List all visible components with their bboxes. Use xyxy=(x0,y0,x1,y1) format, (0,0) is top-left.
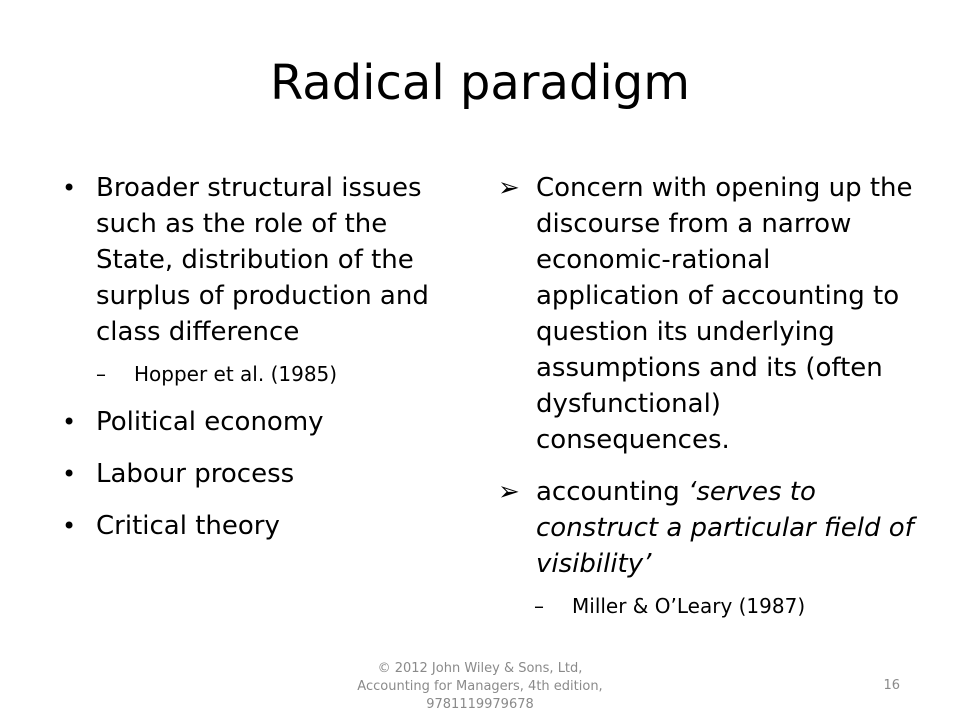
bullet-text: Critical theory xyxy=(96,511,280,541)
bullet-text xyxy=(536,474,916,582)
footer-line: Accounting for Managers, 4th edition, xyxy=(357,679,603,694)
bullet-dot-icon: • xyxy=(62,512,77,540)
slide-title: Radical paradigm xyxy=(270,55,690,111)
footer-line: 9781119979678 xyxy=(426,697,534,712)
bullet-quote: ‘serves to construct a particular field of visibility’ xyxy=(536,477,914,579)
sub-bullet-text: Miller & O’Leary (1987) xyxy=(572,594,806,618)
footer-line: © 2012 John Wiley & Sons, Ltd, xyxy=(377,661,583,676)
bullet-item xyxy=(60,404,430,440)
bullet-text: Concern with opening up the discourse from a narrow economic-rational application of accounting to question its underlying assumptions and its (often dysfunctional) consequences. xyxy=(536,173,913,455)
bullet-dot-icon: • xyxy=(62,408,77,436)
sub-bullet-item xyxy=(96,360,430,388)
bullet-dot-icon: • xyxy=(62,460,77,488)
arrow-bullet-item xyxy=(498,474,916,582)
bullet-item xyxy=(60,508,430,544)
right-column xyxy=(498,170,916,636)
arrow-bullet-icon: ➢ xyxy=(498,173,520,203)
bullet-item xyxy=(60,456,430,492)
bullet-text-prefix: accounting xyxy=(536,477,689,507)
dash-icon: – xyxy=(96,362,106,386)
arrow-bullet-icon: ➢ xyxy=(498,477,520,507)
bullet-text: Political economy xyxy=(96,407,324,437)
bullet-text: Labour process xyxy=(96,459,295,489)
arrow-bullet-item xyxy=(498,170,916,458)
left-column xyxy=(60,170,430,560)
bullet-item xyxy=(60,170,430,350)
footer-citation xyxy=(340,660,620,714)
bullet-dot-icon: • xyxy=(62,174,77,202)
sub-bullet-item xyxy=(534,592,916,620)
dash-icon: – xyxy=(534,594,544,618)
bullet-text: Broader structural issues such as the role of the State, distribution of the surplus of production and class difference xyxy=(96,173,429,347)
sub-bullet-text: Hopper et al. (1985) xyxy=(134,362,338,386)
page-number: 16 xyxy=(883,678,900,693)
